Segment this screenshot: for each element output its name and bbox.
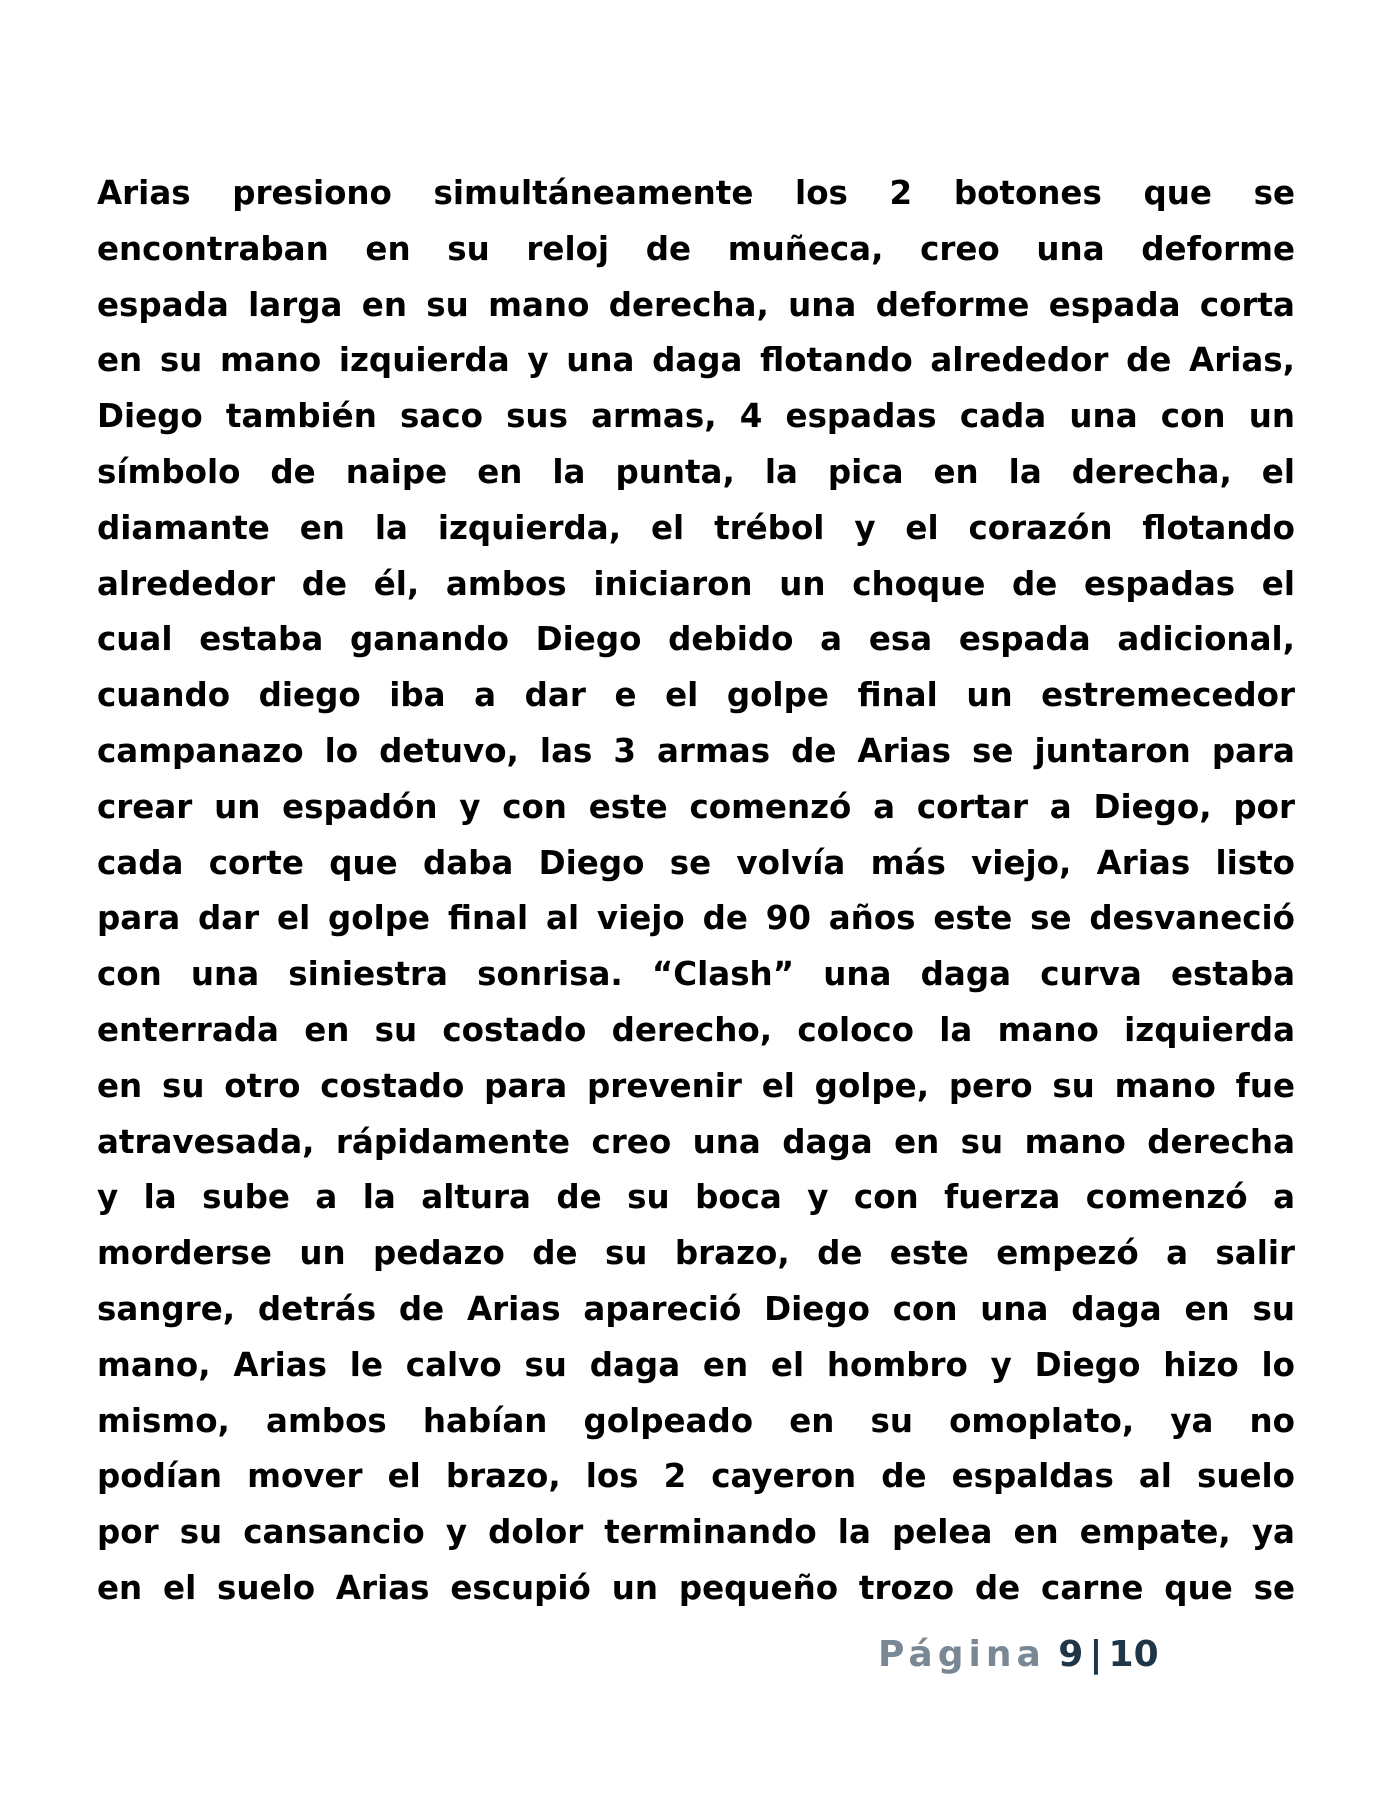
text-line: diamante en la izquierda, el trébol y el corazón flotando [97,508,1295,547]
page-label: Página [878,1634,1046,1675]
total-pages: 10 [1108,1634,1159,1675]
text-line: mano, Arias le calvo su daga en el hombro y Diego hizo lo [97,1345,1295,1384]
page-separator: | [1089,1634,1103,1675]
text-line: en su mano izquierda y una daga flotando alrededor de Arias, [97,341,1295,380]
text-line: crear un espadón y con este comenzó a cortar a Diego, por [97,787,1295,826]
text-line: con una siniestra sonrisa. “Clash” una daga curva estaba [97,955,1295,994]
text-line: espada larga en su mano derecha, una deforme espada corta [97,285,1295,324]
text-line: atravesada, rápidamente creo una daga en su mano derecha [97,1122,1295,1161]
text-line: por su cansancio y dolor terminando la pelea en empate, ya [97,1513,1295,1552]
page-number: 9 [1058,1634,1084,1675]
text-line: alrededor de él, ambos iniciaron un choque de espadas el [97,564,1295,603]
text-line: cuando diego iba a dar e el golpe final un estremecedor [97,676,1295,715]
text-line: encontraban en su reloj de muñeca, creo una deforme [97,229,1295,268]
text-line: símbolo de naipe en la punta, la pica en la derecha, el [97,452,1295,491]
text-line: mismo, ambos habían golpeado en su omoplato, ya no [97,1401,1295,1440]
page-footer [878,1631,1159,1679]
text-line: en su otro costado para prevenir el golpe, pero su mano fue [97,1066,1295,1105]
text-line: campanazo lo detuvo, las 3 armas de Arias se juntaron para [97,731,1295,770]
text-line: Diego también saco sus armas, 4 espadas cada una con un [97,397,1295,436]
text-line: y la sube a la altura de su boca y con fuerza comenzó a [97,1178,1295,1217]
text-line: morderse un pedazo de su brazo, de este empezó a salir [97,1234,1295,1273]
text-line: Arias presiono simultáneamente los 2 botones que se [97,174,1295,212]
text-line: podían mover el brazo, los 2 cayeron de espaldas al suelo [97,1457,1295,1496]
text-line: para dar el golpe final al viejo de 90 años este se desvaneció [97,899,1295,938]
text-line: en el suelo Arias escupió un pequeño trozo de carne que se [97,1568,1295,1607]
text-line: cual estaba ganando Diego debido a esa espada adicional, [97,620,1295,659]
text-line: sangre, detrás de Arias apareció Diego con una daga en su [97,1289,1295,1328]
body-text [97,166,1295,1617]
text-line: enterrada en su costado derecho, coloco la mano izquierda [97,1010,1295,1049]
text-line: cada corte que daba Diego se volvía más viejo, Arias listo [97,843,1295,882]
